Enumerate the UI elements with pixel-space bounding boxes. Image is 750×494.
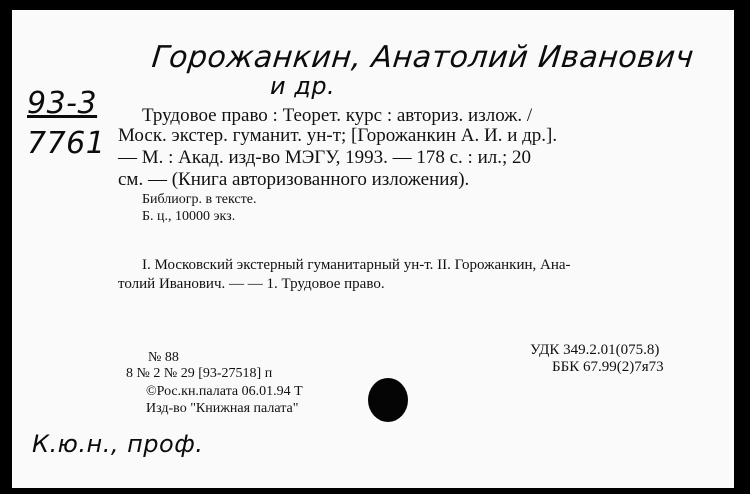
copyright-line: ©Рос.кн.палата 06.01.94 Т — [146, 384, 303, 399]
udk-code: УДК 349.2.01(075.8) — [530, 342, 660, 358]
handwritten-author: Горожанкин, Анатолий Иванович — [150, 40, 696, 75]
subject-line-1: I. Московский экстерный гуманитарный ун-т. II. Горожанкин, Ана- — [142, 257, 571, 273]
main-entry-line-1: Трудовое право : Теорет. курс : авториз. излож. / — [142, 105, 533, 126]
bbk-code: ББК 67.99(2)7я73 — [552, 359, 664, 375]
handwritten-shelf-code-top: 93-3 — [27, 86, 98, 121]
main-entry-line-2: Моск. экстер. гуманит. ун-т; [Горожанкин А. И. и др.]. — [118, 125, 558, 146]
handwritten-shelf-code-bottom: 7761 — [27, 126, 106, 161]
publisher-line: Изд-во "Книжная палата" — [146, 401, 299, 416]
card-number: № 88 — [148, 350, 179, 365]
price-note: Б. ц., 10000 экз. — [142, 209, 236, 224]
handwritten-degree-note: К.ю.н., проф. — [32, 430, 204, 458]
subject-line-2: толий Иванович. — — 1. Трудовое право. — [118, 276, 385, 292]
catalog-card — [12, 10, 734, 488]
card-registration-line: 8 № 2 № 29 [93-27518] п — [126, 366, 273, 381]
main-entry-line-4: см. — (Книга авторизованного изложения). — [118, 169, 470, 190]
punch-hole-stamp — [368, 378, 408, 422]
bibliography-note: Библиогр. в тексте. — [142, 192, 257, 207]
handwritten-coauthors: и др. — [270, 72, 336, 100]
main-entry-line-3: — М. : Акад. изд-во МЭГУ, 1993. — 178 с. : ил.; 20 — [118, 147, 532, 168]
